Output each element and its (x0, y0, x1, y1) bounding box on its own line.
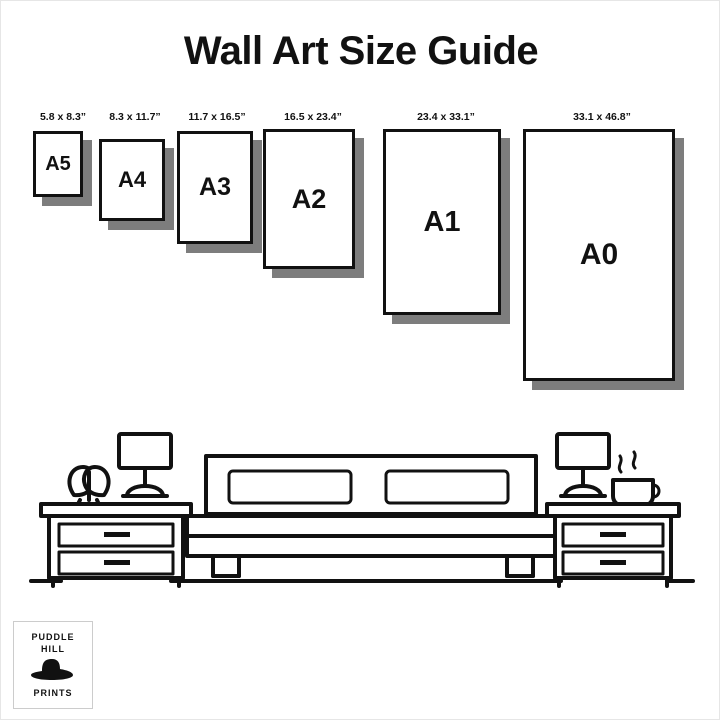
frame-dimensions-a3: 11.7 x 16.5” (188, 111, 246, 123)
right-nightstand (547, 504, 679, 586)
frame-label-a4: A4 (117, 167, 147, 192)
frame-box-a4 (99, 139, 165, 221)
page-title: Wall Art Size Guide (183, 29, 539, 73)
frame-dimensions-a5: 5.8 x 8.3” (39, 111, 87, 123)
hat-icon (30, 658, 76, 685)
frame-label-a0: A0 (579, 238, 619, 271)
left-nightstand (41, 504, 191, 586)
frame-box-a1 (383, 129, 501, 315)
bed (187, 456, 559, 576)
logo-line-hill: HILL (41, 644, 65, 654)
frame-dimensions-a1: 23.4 x 33.1” (417, 111, 475, 123)
frame-dimensions-a4: 8.3 x 11.7” (109, 111, 161, 123)
frame-box-a2 (263, 129, 355, 269)
right-lamp (557, 434, 609, 496)
frame-dimensions-a0: 33.1 x 46.8” (573, 111, 631, 123)
logo-line-prints: PRINTS (33, 688, 73, 698)
frame-label-a5: A5 (45, 153, 71, 175)
frame-item-a0 (523, 111, 681, 386)
coffee-mug (613, 452, 659, 506)
frame-item-a5 (33, 111, 93, 201)
bedroom-illustration (1, 376, 720, 601)
frame-box-a5 (33, 131, 83, 197)
frame-box-a0 (523, 129, 675, 381)
frame-item-a1 (383, 111, 509, 321)
left-lamp (119, 434, 171, 496)
brand-logo (13, 621, 93, 709)
frame-item-a2 (263, 111, 363, 281)
frame-label-a3: A3 (199, 173, 231, 201)
frame-dimensions-a2: 16.5 x 23.4” (284, 111, 342, 123)
logo-line-puddle: PUDDLE (31, 632, 75, 642)
frame-box-a3 (177, 131, 253, 244)
frame-item-a4 (99, 111, 171, 221)
frame-label-a1: A1 (423, 205, 461, 238)
frame-label-a2: A2 (291, 183, 327, 214)
frame-size-row (1, 111, 720, 401)
frame-item-a3 (177, 111, 257, 251)
